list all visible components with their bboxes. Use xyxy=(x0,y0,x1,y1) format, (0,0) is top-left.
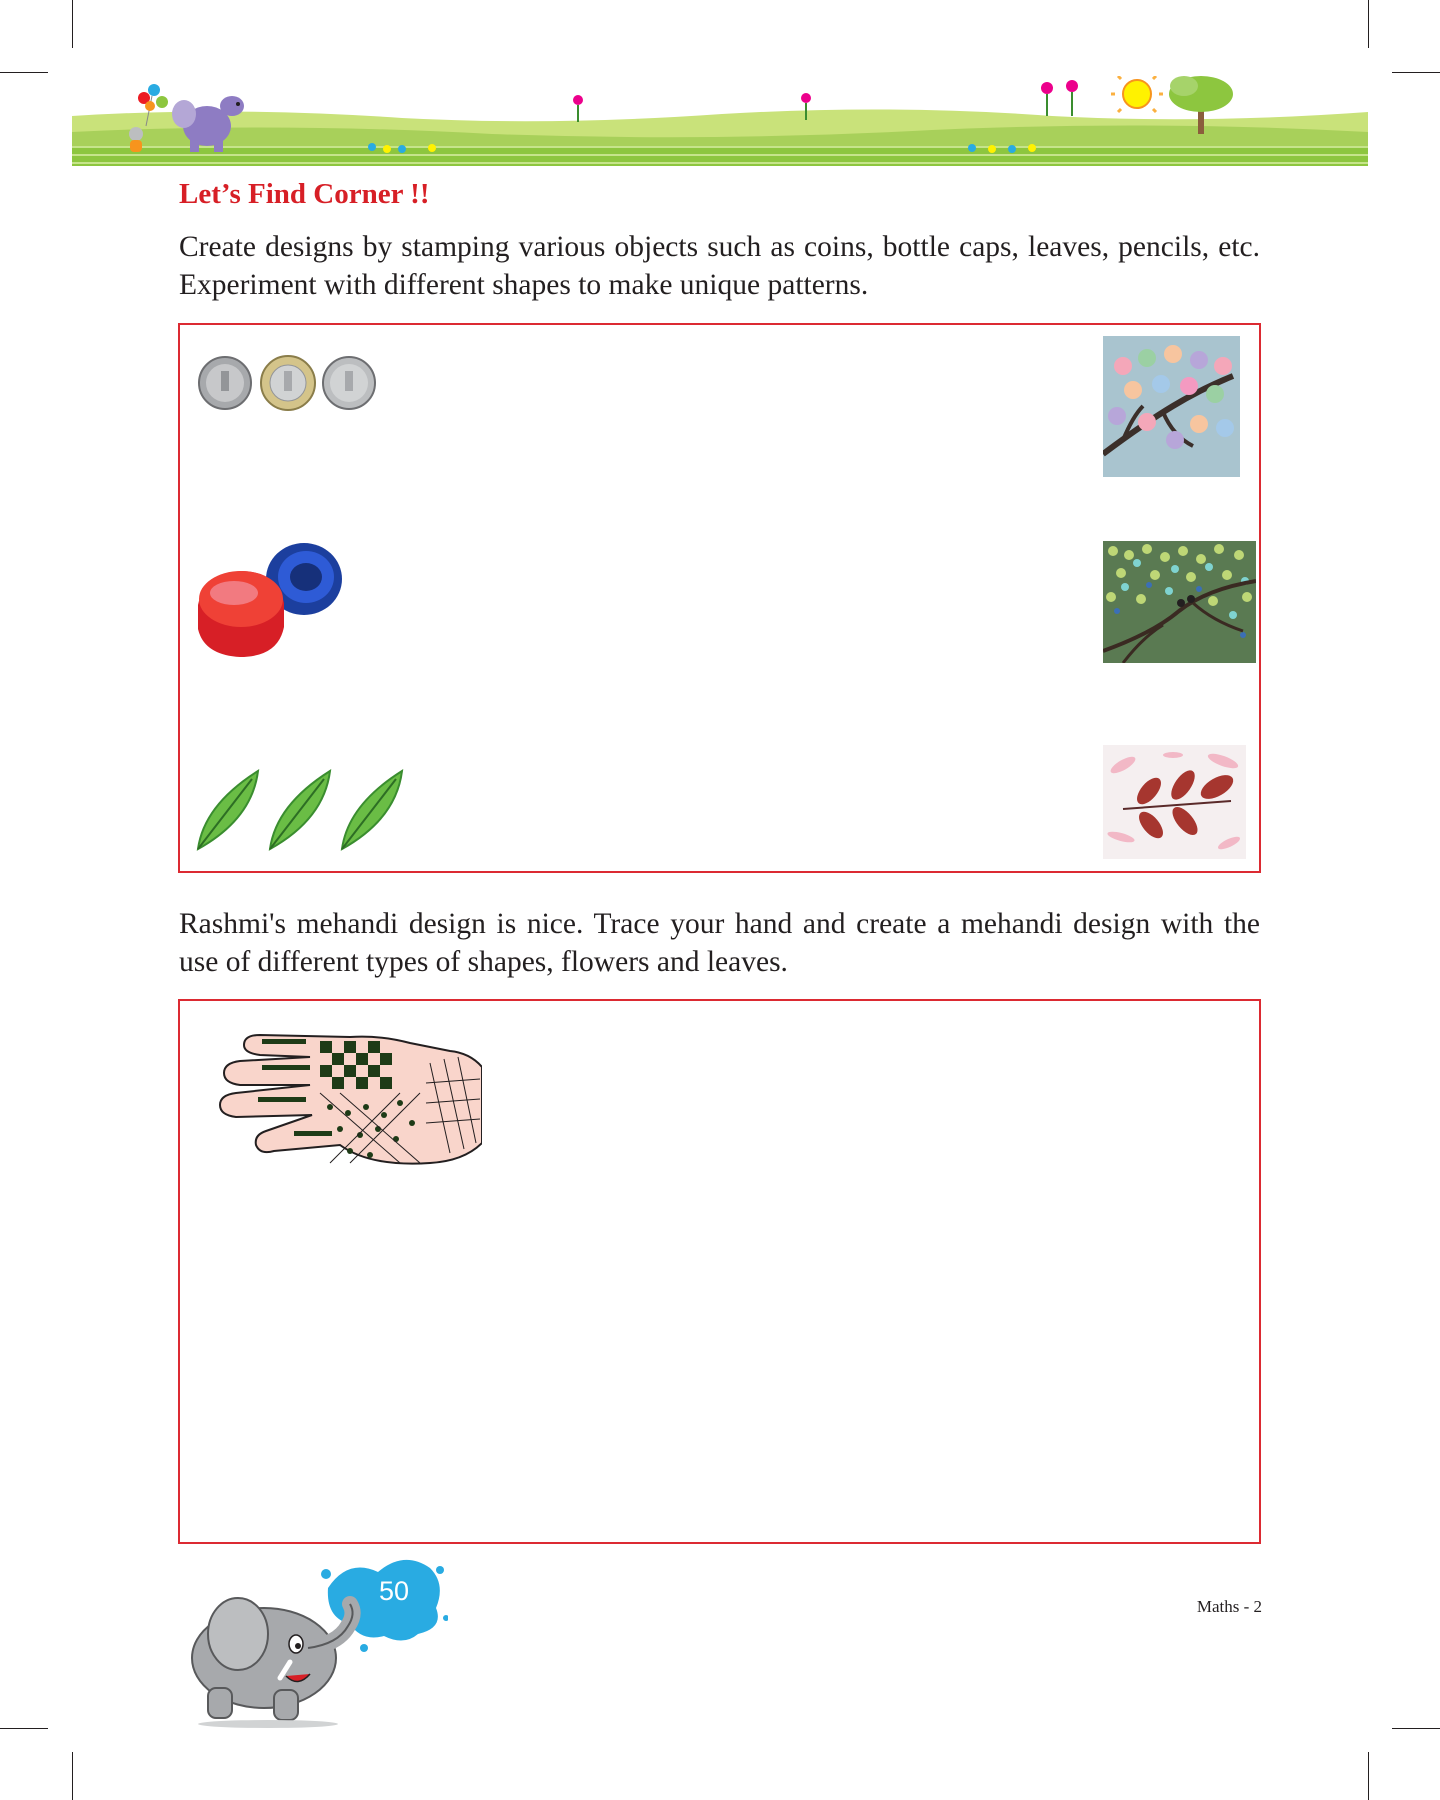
stamping-instruction: Create designs by stamping various objects such as coins, bottle caps, leaves, pencils, etc. Experiment with different shapes to make unique patterns. xyxy=(179,231,1260,301)
coin-stamp-tree-artwork xyxy=(1103,336,1240,477)
coins-illustration xyxy=(197,355,377,415)
crop-mark xyxy=(0,72,48,73)
section-heading: Let’s Find Corner !! xyxy=(179,178,430,210)
crop-mark xyxy=(0,1728,48,1729)
bottle-cap-dot-artwork xyxy=(1103,541,1256,663)
crop-mark xyxy=(1392,1728,1440,1729)
page-number: 50 xyxy=(378,1576,410,1606)
crop-mark xyxy=(72,1752,73,1800)
subject-label: Maths - 2 xyxy=(1196,1597,1262,1616)
bottle-caps-illustration xyxy=(194,537,354,667)
header-banner xyxy=(72,76,1368,166)
crop-mark xyxy=(1368,1752,1369,1800)
mehandi-hand-illustration xyxy=(200,1023,482,1175)
mehandi-drawing-box[interactable] xyxy=(178,999,1261,1544)
elephant-mascot xyxy=(178,1548,448,1728)
mehandi-instruction: Rashmi's mehandi design is nice. Trace your hand and create a mehandi design with the use of different types of shapes, flowers and leaves. xyxy=(179,908,1260,978)
crop-mark xyxy=(1368,0,1369,48)
leaf-print-artwork xyxy=(1103,745,1246,859)
stamping-activity-box xyxy=(178,323,1261,873)
leaves-illustration xyxy=(194,765,414,855)
crop-mark xyxy=(1392,72,1440,73)
crop-mark xyxy=(72,0,73,48)
